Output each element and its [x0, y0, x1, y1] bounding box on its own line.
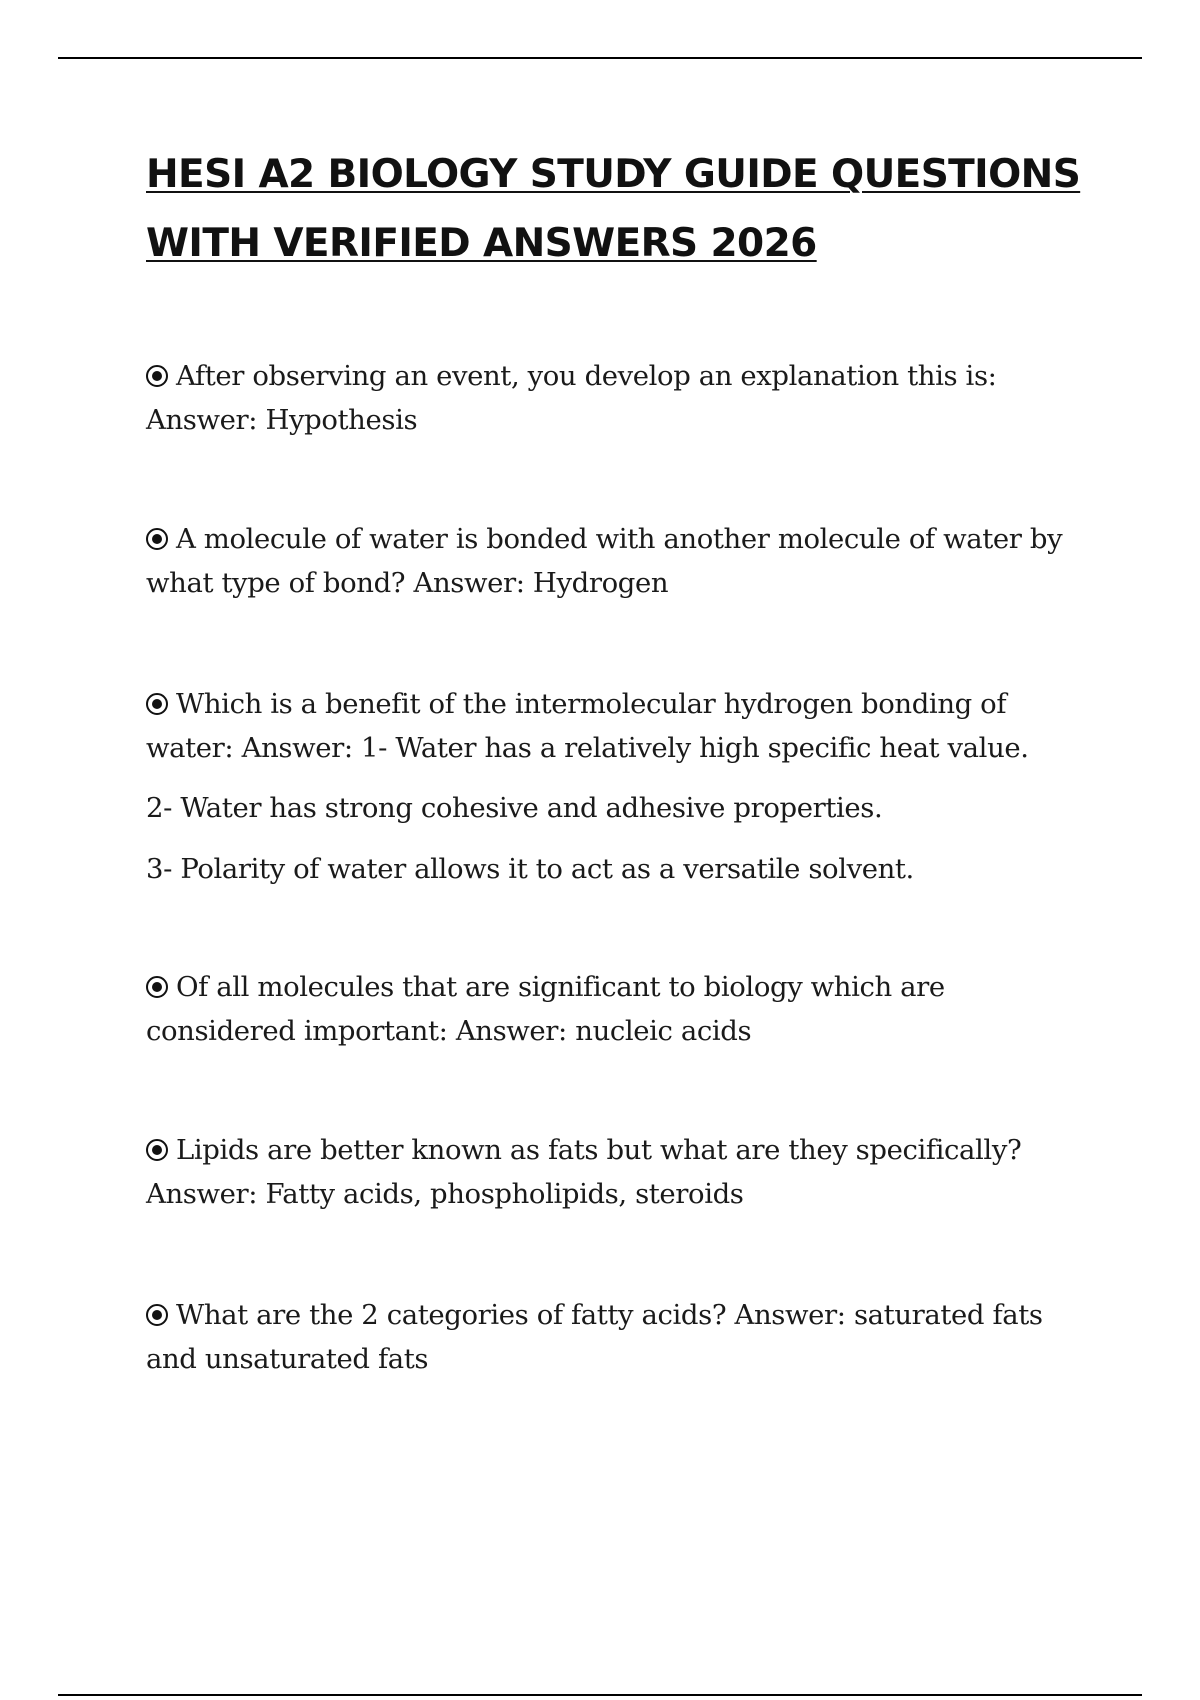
qa-item-1: [146, 355, 1086, 442]
qa-item-4: [146, 966, 1086, 1053]
radio-bullet-icon: [146, 976, 168, 998]
qa-item-3: [146, 683, 1086, 891]
answer-line: and unsaturated fats: [146, 1342, 429, 1375]
qa-item-5: [146, 1129, 1086, 1216]
answer-point: 2- Water has strong cohesive and adhesive properties.: [146, 792, 883, 824]
title-line-1: HESI A2 BIOLOGY STUDY GUIDE QUESTIONS: [146, 152, 1081, 197]
question-line: A molecule of water is bonded with another molecule of water by: [176, 523, 1063, 555]
question-line: What are the 2 categories of fatty acids? Answer: saturated fats: [176, 1299, 1043, 1331]
qa-item-6: [146, 1294, 1086, 1381]
answer-line: what type of bond? Answer: Hydrogen: [146, 566, 669, 599]
answer-point: 3- Polarity of water allows it to act as a versatile solvent.: [146, 852, 914, 885]
radio-bullet-icon: [146, 1304, 168, 1326]
radio-bullet-icon: [146, 528, 168, 550]
question-line: Lipids are better known as fats but what are they specifically?: [176, 1134, 1022, 1166]
question-line: Of all molecules that are significant to biology which are: [176, 971, 945, 1003]
qa-item-2: [146, 518, 1086, 605]
answer-line: Answer: Hypothesis: [146, 403, 418, 436]
radio-bullet-icon: [146, 693, 168, 715]
document-title: [146, 140, 1081, 278]
question-line: After observing an event, you develop an explanation this is:: [176, 360, 997, 392]
bottom-rule: [58, 1694, 1142, 1696]
radio-bullet-icon: [146, 365, 168, 387]
answer-line: water: Answer: 1- Water has a relatively high specific heat value.: [146, 731, 1029, 764]
title-line-2: WITH VERIFIED ANSWERS 2026: [146, 221, 817, 266]
answer-line: Answer: Fatty acids, phospholipids, steroids: [146, 1177, 744, 1210]
question-line: Which is a benefit of the intermolecular hydrogen bonding of: [176, 688, 1007, 720]
answer-line: considered important: Answer: nucleic acids: [146, 1014, 752, 1047]
top-rule: [58, 57, 1142, 59]
radio-bullet-icon: [146, 1139, 168, 1161]
